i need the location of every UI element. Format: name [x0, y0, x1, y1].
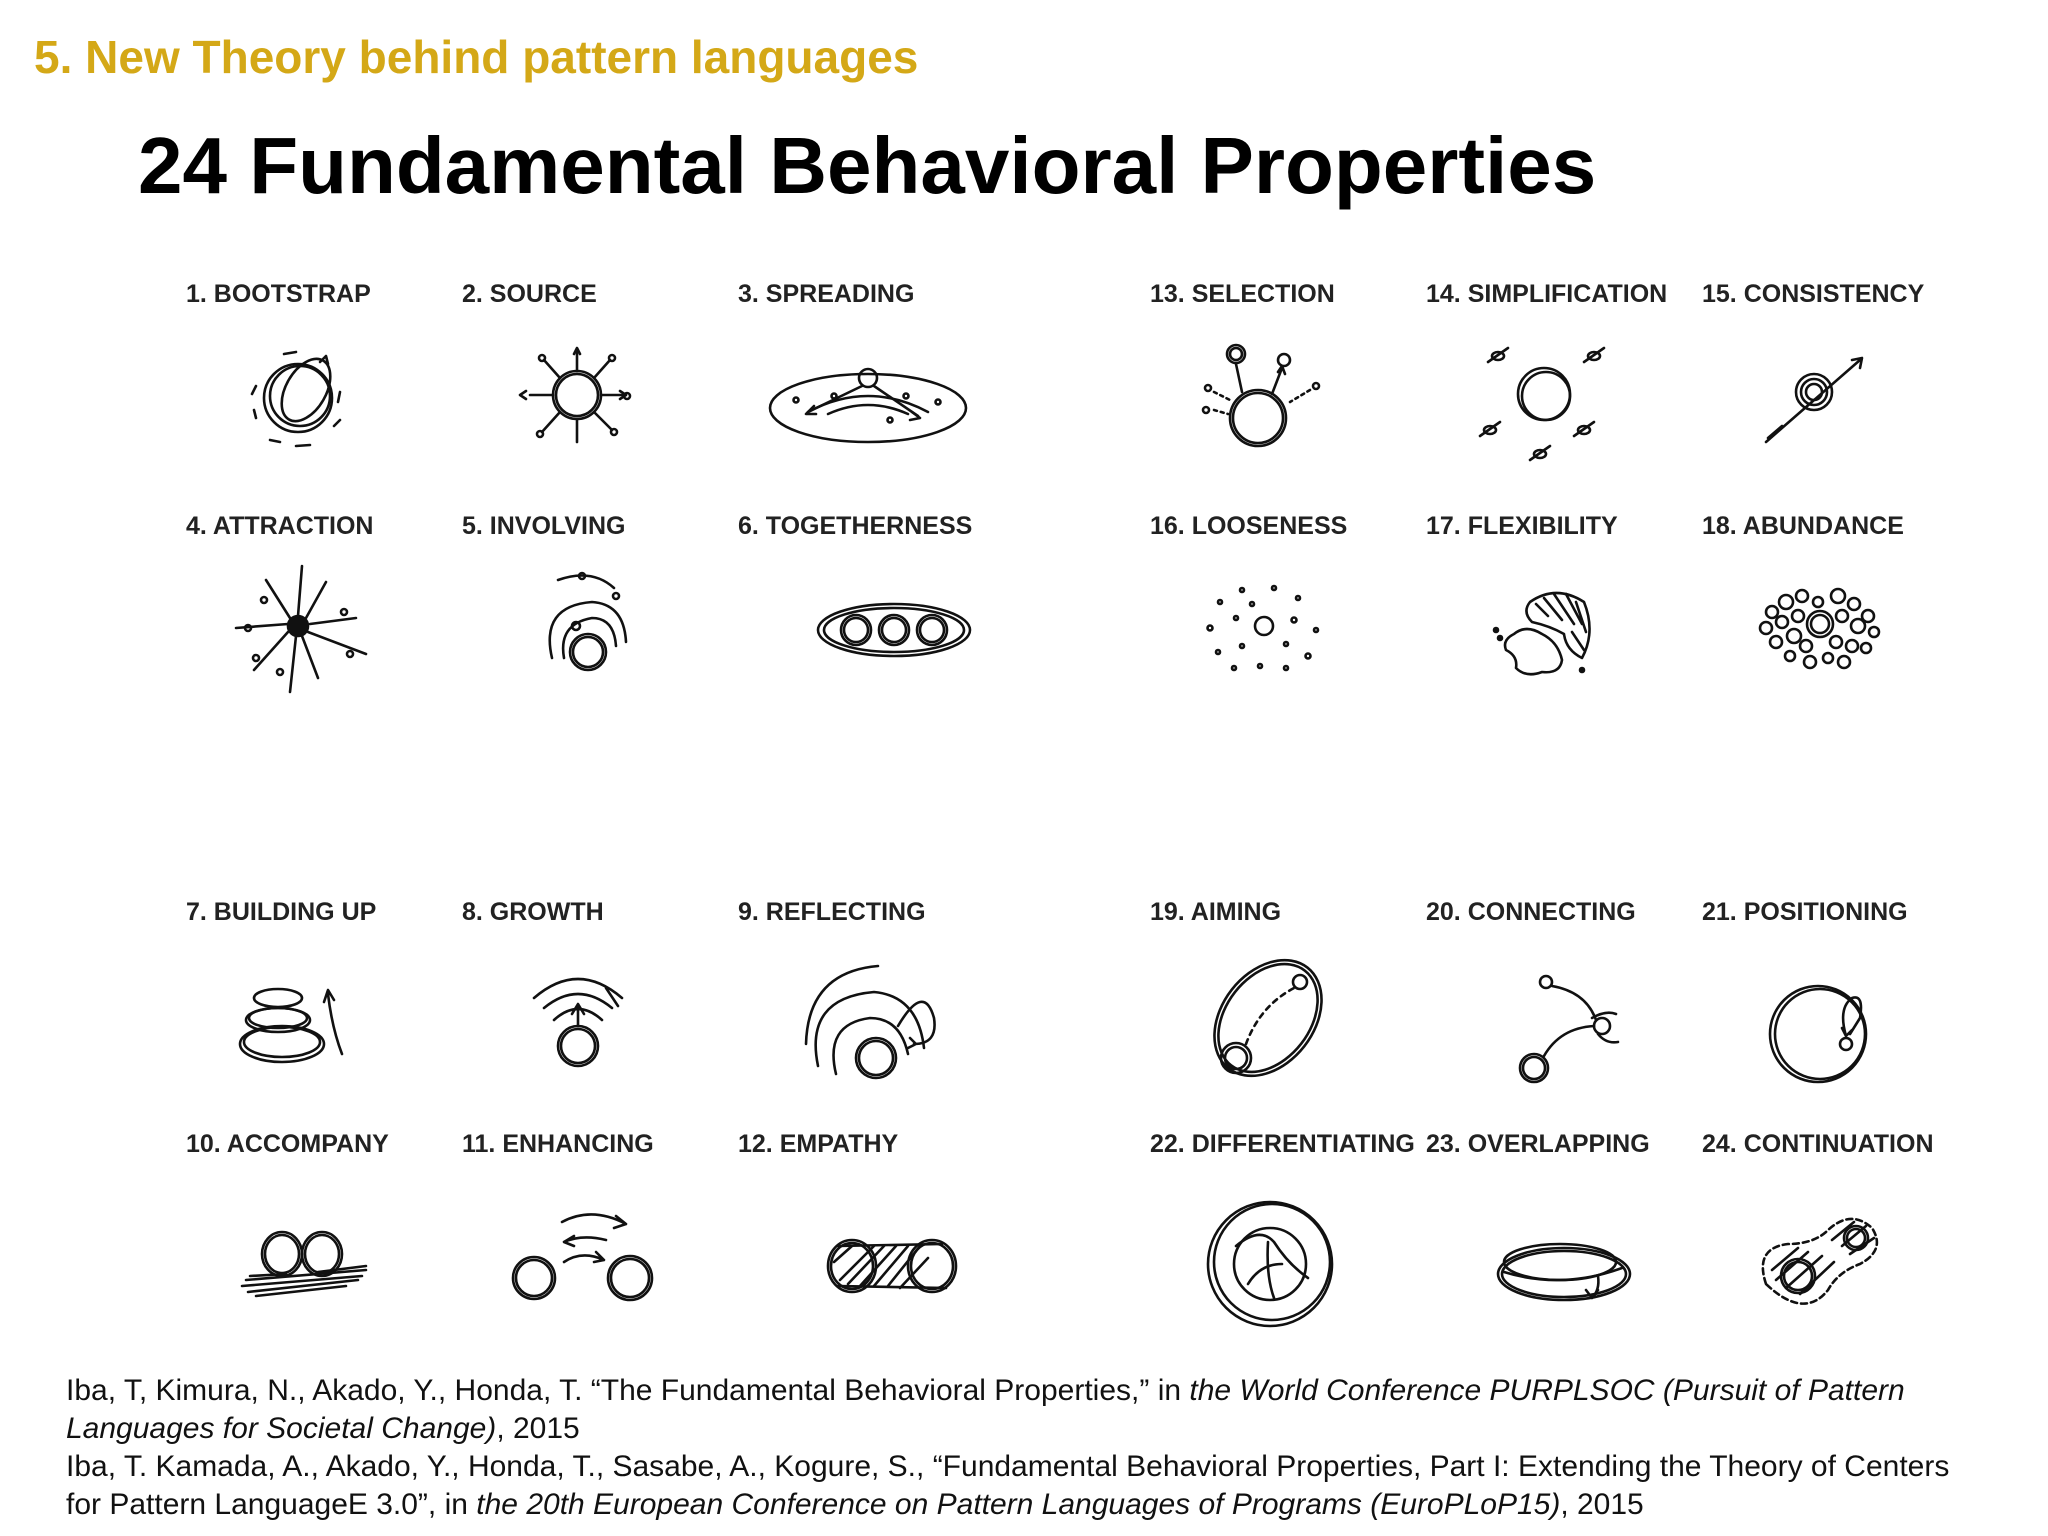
property-bootstrap	[186, 280, 456, 480]
property-label: 19. AIMING	[1150, 898, 1282, 926]
spreading-icon	[778, 330, 928, 460]
reference-2	[66, 1448, 1986, 1524]
property-positioning	[1702, 898, 1972, 1098]
property-label: 11. ENHANCING	[462, 1130, 654, 1158]
enhancing-icon	[502, 1180, 652, 1310]
source-icon	[502, 330, 652, 460]
property-label: 4. ATTRACTION	[186, 512, 374, 540]
continuation-icon	[1742, 1180, 1892, 1310]
property-label: 23. OVERLAPPING	[1426, 1130, 1650, 1158]
positioning-icon	[1742, 948, 1892, 1078]
property-abundance	[1702, 512, 1972, 712]
attraction-icon	[226, 562, 376, 692]
reference-year: , 2015	[496, 1412, 580, 1445]
empathy-icon	[778, 1180, 928, 1310]
property-label: 14. SIMPLIFICATION	[1426, 280, 1668, 308]
property-source	[462, 280, 732, 480]
reference-venue: the 20th European Conference on Pattern Languages of Programs (EuroPLoP15)	[476, 1488, 1561, 1521]
reference-1	[66, 1372, 1986, 1448]
property-building-up	[186, 898, 456, 1098]
abundance-icon	[1742, 562, 1892, 692]
property-aiming	[1150, 898, 1420, 1098]
connecting-icon	[1466, 948, 1616, 1078]
property-togetherness	[738, 512, 1008, 712]
property-consistency	[1702, 280, 1972, 480]
togetherness-icon	[778, 562, 928, 692]
simplification-icon	[1466, 330, 1616, 460]
property-label: 17. FLEXIBILITY	[1426, 512, 1618, 540]
property-reflecting	[738, 898, 1008, 1098]
property-label: 24. CONTINUATION	[1702, 1130, 1934, 1158]
property-enhancing	[462, 1130, 732, 1330]
section-title: 5. New Theory behind pattern languages	[34, 31, 919, 83]
reference-text: Iba, T, Kimura, N., Akado, Y., Honda, T. “The Fundamental Behavioral Properties,” in	[66, 1374, 1190, 1407]
property-differentiating	[1150, 1130, 1420, 1330]
property-label: 3. SPREADING	[738, 280, 915, 308]
property-accompany	[186, 1130, 456, 1330]
selection-icon	[1190, 330, 1340, 460]
reference-year: , 2015	[1560, 1488, 1644, 1521]
accompany-icon	[226, 1180, 376, 1310]
property-selection	[1150, 280, 1420, 480]
looseness-icon	[1190, 562, 1340, 692]
property-empathy	[738, 1130, 1008, 1330]
property-label: 1. BOOTSTRAP	[186, 280, 371, 308]
property-label: 21. POSITIONING	[1702, 898, 1908, 926]
property-label: 2. SOURCE	[462, 280, 597, 308]
property-simplification	[1426, 280, 1696, 480]
reflecting-icon	[778, 948, 928, 1078]
references	[66, 1372, 1986, 1524]
property-label: 13. SELECTION	[1150, 280, 1335, 308]
property-label: 10. ACCOMPANY	[186, 1130, 389, 1158]
property-label: 9. REFLECTING	[738, 898, 926, 926]
reference-text: Iba, T. Kamada, A., Akado, Y., Honda, T., Sasabe, A., Kogure, S., “Fundamental Behavioral Properties, Part I: Extending the Theory of Centers for Pattern LanguageE 3.0”, in	[66, 1450, 1950, 1521]
property-label: 7. BUILDING UP	[186, 898, 377, 926]
reference-venue: the World Conference PURPLSOC (Pursuit of Pattern Languages for Societal Change)	[66, 1374, 1905, 1445]
bootstrap-icon	[226, 330, 376, 460]
property-looseness	[1150, 512, 1420, 712]
differentiating-icon	[1190, 1180, 1340, 1310]
property-label: 22. DIFFERENTIATING	[1150, 1130, 1415, 1158]
property-label: 20. CONNECTING	[1426, 898, 1636, 926]
property-label: 8. GROWTH	[462, 898, 604, 926]
property-involving	[462, 512, 732, 712]
page-title: 24 Fundamental Behavioral Properties	[138, 121, 1597, 210]
property-label: 18. ABUNDANCE	[1702, 512, 1904, 540]
flexibility-icon	[1466, 562, 1616, 692]
property-spreading	[738, 280, 1008, 480]
consistency-icon	[1742, 330, 1892, 460]
aiming-icon	[1190, 948, 1340, 1078]
property-growth	[462, 898, 732, 1098]
property-flexibility	[1426, 512, 1696, 712]
property-connecting	[1426, 898, 1696, 1098]
property-attraction	[186, 512, 456, 712]
property-label: 5. INVOLVING	[462, 512, 626, 540]
property-label: 15. CONSISTENCY	[1702, 280, 1925, 308]
property-label: 6. TOGETHERNESS	[738, 512, 973, 540]
property-label: 16. LOOSENESS	[1150, 512, 1348, 540]
involving-icon	[502, 562, 652, 692]
building-up-icon	[226, 948, 376, 1078]
property-overlapping	[1426, 1130, 1696, 1330]
growth-icon	[502, 948, 652, 1078]
overlapping-icon	[1466, 1180, 1616, 1310]
property-continuation	[1702, 1130, 1972, 1330]
property-label: 12. EMPATHY	[738, 1130, 899, 1158]
